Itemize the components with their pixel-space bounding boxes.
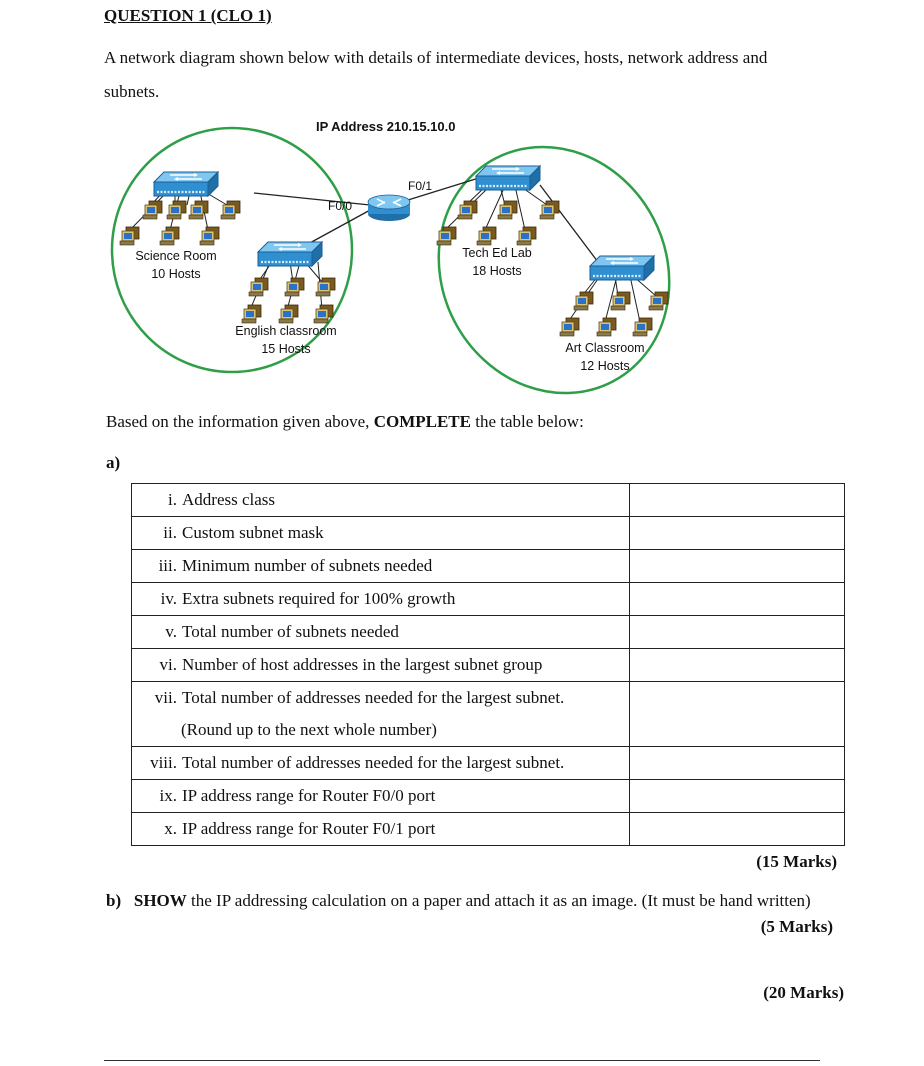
question-cell	[132, 649, 630, 682]
item-number: vi.	[159, 655, 177, 674]
pc-icons-art	[560, 292, 668, 336]
question-cell	[132, 813, 630, 846]
part-b-label: b)	[106, 891, 122, 910]
part-b-bold: SHOW	[133, 891, 187, 910]
router-icon	[368, 195, 410, 221]
question-cell	[132, 583, 630, 616]
lan-hosts-tech-ed: 18 Hosts	[472, 264, 522, 278]
question-item	[132, 649, 629, 681]
item-text: Total number of subnets needed	[182, 622, 399, 641]
table-row	[132, 517, 845, 550]
item-number: ii.	[163, 523, 177, 542]
table-row	[132, 616, 845, 649]
part-b-text	[106, 884, 846, 917]
item-text: Total number of addresses needed for the largest subnet.	[182, 753, 565, 772]
answer-cell[interactable]	[629, 682, 844, 747]
question-item	[132, 583, 629, 615]
port-f01-label: F0/1	[408, 179, 433, 193]
question-cell	[132, 616, 630, 649]
answer-cell[interactable]	[629, 747, 844, 780]
right-network-ellipse	[396, 110, 712, 395]
item-number: x.	[164, 819, 177, 838]
answer-cell[interactable]	[629, 484, 844, 517]
switch-icon-art	[590, 256, 654, 280]
item-text: Minimum number of subnets needed	[182, 556, 433, 575]
question-item	[132, 813, 629, 845]
instruction-prefix: Based on the information given above,	[106, 412, 374, 431]
lan-name-english: English classroom	[235, 324, 337, 338]
table-row	[132, 649, 845, 682]
table-row	[132, 780, 845, 813]
answer-cell[interactable]	[629, 550, 844, 583]
item-text: Extra subnets required for 100% growth	[182, 589, 456, 608]
switch-icon-science	[154, 172, 218, 196]
question-cell	[132, 484, 630, 517]
item-text: Custom subnet mask	[182, 523, 324, 542]
item-text: IP address range for Router F0/1 port	[182, 819, 436, 838]
part-b-marks: (5 Marks)	[760, 917, 833, 936]
item-number: vii.	[154, 688, 177, 707]
lan-name-science: Science Room	[135, 249, 217, 263]
answer-cell[interactable]	[629, 517, 844, 550]
lan-hosts-art: 12 Hosts	[580, 359, 630, 373]
question-title: QUESTION 1 (CLO 1)	[104, 6, 272, 25]
item-number: v.	[165, 622, 177, 641]
table-row	[132, 550, 845, 583]
item-number: ix.	[159, 786, 177, 805]
port-f00-label: F0/0	[328, 199, 353, 213]
lan-hosts-science: 10 Hosts	[151, 267, 201, 281]
item-number: i.	[168, 490, 177, 509]
question-item	[132, 747, 629, 779]
network-diagram	[0, 110, 924, 395]
answer-cell[interactable]	[629, 649, 844, 682]
item-text: IP address range for Router F0/0 port	[182, 786, 436, 805]
lan-name-tech-ed: Tech Ed Lab	[462, 246, 532, 260]
intro-text-line-1: A network diagram shown below with details of intermediate devices, hosts, network address and	[104, 48, 768, 67]
lan-hosts-english: 15 Hosts	[261, 342, 311, 356]
item-number: iii.	[158, 556, 177, 575]
footer-divider	[104, 1060, 820, 1061]
answer-cell[interactable]	[629, 813, 844, 846]
item-text: Number of host addresses in the largest subnet group	[182, 655, 543, 674]
question-item	[132, 682, 629, 714]
item-number: viii.	[150, 753, 177, 772]
ip-address-label: IP Address 210.15.10.0	[316, 119, 456, 134]
pc-icons-tech-ed	[437, 201, 559, 245]
pc-icons-science	[120, 201, 240, 245]
total-marks: (20 Marks)	[763, 983, 844, 1002]
question-item	[132, 550, 629, 582]
switch-icon-english	[258, 242, 322, 266]
question-item	[132, 484, 629, 516]
question-cell	[132, 550, 630, 583]
answer-cell[interactable]	[629, 583, 844, 616]
question-cell	[132, 780, 630, 813]
table-row	[132, 583, 845, 616]
answer-cell[interactable]	[629, 616, 844, 649]
lan-name-art: Art Classroom	[565, 341, 645, 355]
instruction-suffix: the table below:	[470, 412, 584, 431]
table-row	[132, 747, 845, 780]
instruction-text	[106, 412, 584, 432]
table-row	[132, 484, 845, 517]
table-row	[132, 682, 845, 747]
intro-text-line-2: subnets.	[104, 82, 160, 101]
question-item	[132, 780, 629, 812]
question-cell	[132, 747, 630, 780]
table-row	[132, 813, 845, 846]
item-text: Address class	[182, 490, 276, 509]
item-text: Total number of addresses needed for the largest subnet.	[182, 688, 565, 707]
question-cell	[132, 517, 630, 550]
question-item	[132, 517, 629, 549]
answer-table	[131, 483, 845, 846]
question-item	[132, 616, 629, 648]
part-b-instruction: the IP addressing calculation on a paper and attach it as an image. (It must be hand written)	[186, 891, 811, 910]
question-cell	[132, 682, 630, 747]
switch-icon-tech-ed	[476, 166, 540, 190]
part-a-label: a)	[106, 453, 121, 472]
item-number: iv.	[160, 589, 177, 608]
item-text-continued: (Round up to the next whole number)	[181, 720, 437, 739]
answer-cell[interactable]	[629, 780, 844, 813]
part-a-marks: (15 Marks)	[756, 852, 837, 871]
instruction-bold: COMPLETE	[373, 412, 471, 431]
